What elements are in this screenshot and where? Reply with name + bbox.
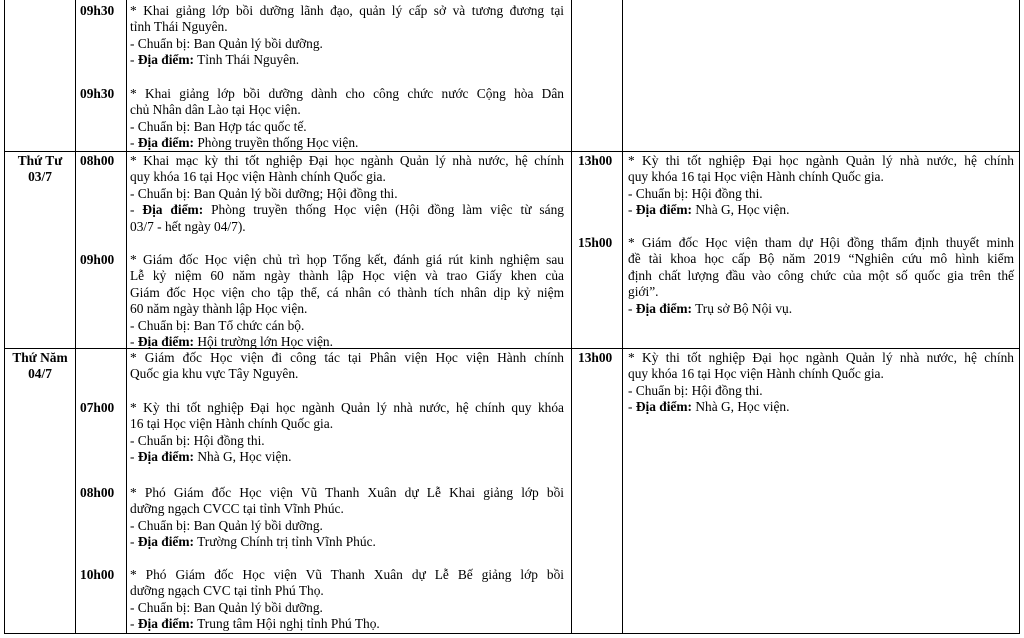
column-divider (622, 0, 623, 634)
column-divider (75, 0, 76, 634)
table-border-right (1019, 0, 1020, 634)
column-divider (571, 0, 572, 634)
item-text: chủ Nhân dân Lào tại Học viện. (130, 102, 301, 118)
item-text: đề tài khoa học cấp Bộ năm 2019 “Nghiên cứu mô hình kiểm (628, 251, 1014, 267)
item-location: - Địa điểm: Phòng truyền thống Học viện. (130, 135, 359, 151)
time-label: 08h00 (80, 153, 115, 168)
day-cell (5, 350, 75, 382)
item-text: dưỡng ngạch CVC tại tỉnh Phú Thọ. (130, 583, 324, 599)
item-text: Giám đốc Học viện cho tập thể, cá nhân có thành tích nhân dịp kỷ niệm (130, 284, 564, 300)
item-location: - Địa điểm: Nhà G, Học viện. (628, 202, 790, 218)
schedule-item (130, 252, 564, 350)
column-divider (126, 0, 127, 634)
item-text: tỉnh Thái Nguyên. (130, 19, 228, 35)
item-text: 60 năm ngày thành lập Học viện. (130, 301, 308, 317)
day-date: 03/7 (28, 169, 52, 184)
day-cell (5, 153, 75, 185)
item-text: * Khai mạc kỳ thi tốt nghiệp Đại học ngành Quản lý nhà nước, hệ chính (130, 153, 564, 168)
item-location: - Địa điểm: Tỉnh Thái Nguyên. (130, 52, 300, 68)
item-location: - Địa điểm: Nhà G, Học viện. (628, 399, 790, 415)
item-text: * Phó Giám đốc Học viện Vũ Thanh Xuân dự Lễ Bế giảng lớp bồi (130, 567, 564, 582)
item-text: 16 tại Học viện Hành chính Quốc gia. (130, 416, 334, 432)
time-label: 13h00 (578, 153, 613, 168)
item-prep: - Chuẩn bị: Hội đồng thi. (130, 432, 265, 448)
item-prep: - Chuẩn bị: Ban Quản lý bồi dưỡng; Hội đồng thi. (130, 185, 398, 201)
item-text: * Giám đốc Học viện chủ trì họp Tổng kết, đánh giá rút kinh nghiệm sau (130, 252, 564, 267)
item-location: - Địa điểm: Trụ sở Bộ Nội vụ. (628, 300, 793, 316)
schedule-item (130, 86, 564, 152)
time-label: 15h00 (578, 235, 613, 250)
time-label: 09h00 (80, 252, 115, 267)
item-text: * Khai giảng lớp bồi dưỡng dành cho công chức nước Cộng hòa Dân (130, 86, 564, 101)
item-prep: - Chuẩn bị: Hội đồng thi. (628, 185, 763, 201)
item-text: định chất lượng đầu vào công chức của một số quốc gia trên thế (628, 267, 1014, 283)
item-text: * Kỳ thi tốt nghiệp Đại học ngành Quản lý nhà nước, hệ chính (628, 153, 1014, 168)
item-prep: - Chuẩn bị: Ban Hợp tác quốc tế. (130, 118, 307, 134)
item-location: - Địa điểm: Phòng truyền thống Học viện (Hội đồng làm việc từ sáng (130, 202, 564, 218)
item-text: dưỡng ngạch CVCC tại tỉnh Vĩnh Phúc. (130, 501, 344, 517)
item-prep: - Chuẩn bị: Ban Quản lý bồi dưỡng. (130, 517, 323, 533)
item-prep: - Chuẩn bị: Ban Quản lý bồi dưỡng. (130, 35, 323, 51)
item-text: quy khóa 16 tại Học viện Hành chính Quốc gia. (628, 169, 884, 185)
item-text: quy khóa 16 tại Học viện Hành chính Quốc gia. (130, 169, 386, 185)
item-location: - Địa điểm: Hội trường lớn Học viện. (130, 334, 333, 350)
item-text: * Giám đốc Học viện đi công tác tại Phân viện Học viện Hành chính (130, 350, 564, 365)
schedule-item (628, 153, 1014, 219)
item-location: - Địa điểm: Nhà G, Học viện. (130, 449, 292, 465)
item-text: quy khóa 16 tại Học viện Hành chính Quốc gia. (628, 366, 884, 382)
item-text: * Kỳ thi tốt nghiệp Đại học ngành Quản lý nhà nước, hệ chính quy khóa (130, 400, 564, 415)
schedule-item (130, 3, 564, 69)
time-label: 08h00 (80, 485, 115, 500)
schedule-item (628, 235, 1014, 317)
table-border-bottom (4, 633, 1020, 634)
item-text: * Kỳ thi tốt nghiệp Đại học ngành Quản lý nhà nước, hệ chính (628, 350, 1014, 365)
day-name: Thứ Tư (17, 153, 63, 168)
item-text: giới”. (628, 284, 659, 300)
schedule-item (130, 567, 564, 633)
schedule-item (628, 350, 1014, 416)
day-date: 04/7 (28, 366, 52, 381)
item-location: - Địa điểm: Trường Chính trị tỉnh Vĩnh Phúc. (130, 534, 376, 550)
item-location: - Địa điểm: Trung tâm Hội nghị tỉnh Phú Thọ. (130, 616, 380, 632)
item-prep: - Chuẩn bị: Hội đồng thi. (628, 382, 763, 398)
schedule-item (130, 153, 564, 235)
time-label: 07h00 (80, 400, 115, 415)
item-text: Quốc gia khu vực Tây Nguyên. (130, 366, 299, 382)
schedule-item (130, 400, 564, 466)
table-border-left (4, 0, 5, 634)
time-label: 13h00 (578, 350, 613, 365)
day-name: Thứ Năm (12, 350, 68, 365)
item-prep: - Chuẩn bị: Ban Quản lý bồi dưỡng. (130, 599, 323, 615)
item-text: * Khai giảng lớp bồi dưỡng lãnh đạo, quản lý cấp sở và tương đương tại (130, 3, 564, 18)
item-prep: - Chuẩn bị: Ban Tổ chức cán bộ. (130, 317, 305, 333)
item-text: Lễ kỷ niệm 60 năm ngày thành lập Học viện và trao Giấy khen của (130, 268, 564, 284)
time-label: 09h30 (80, 86, 115, 101)
time-label: 10h00 (80, 567, 115, 582)
item-text: * Giám đốc Học viện tham dự Hội đồng thẩm định thuyết minh (628, 235, 1014, 250)
schedule-item (130, 350, 564, 383)
item-text: * Phó Giám đốc Học viện Vũ Thanh Xuân dự Lễ Khai giảng lớp bồi (130, 485, 564, 500)
schedule-item (130, 485, 564, 551)
item-location-cont: 03/7 - hết ngày 04/7). (130, 218, 246, 234)
time-label: 09h30 (80, 3, 115, 18)
